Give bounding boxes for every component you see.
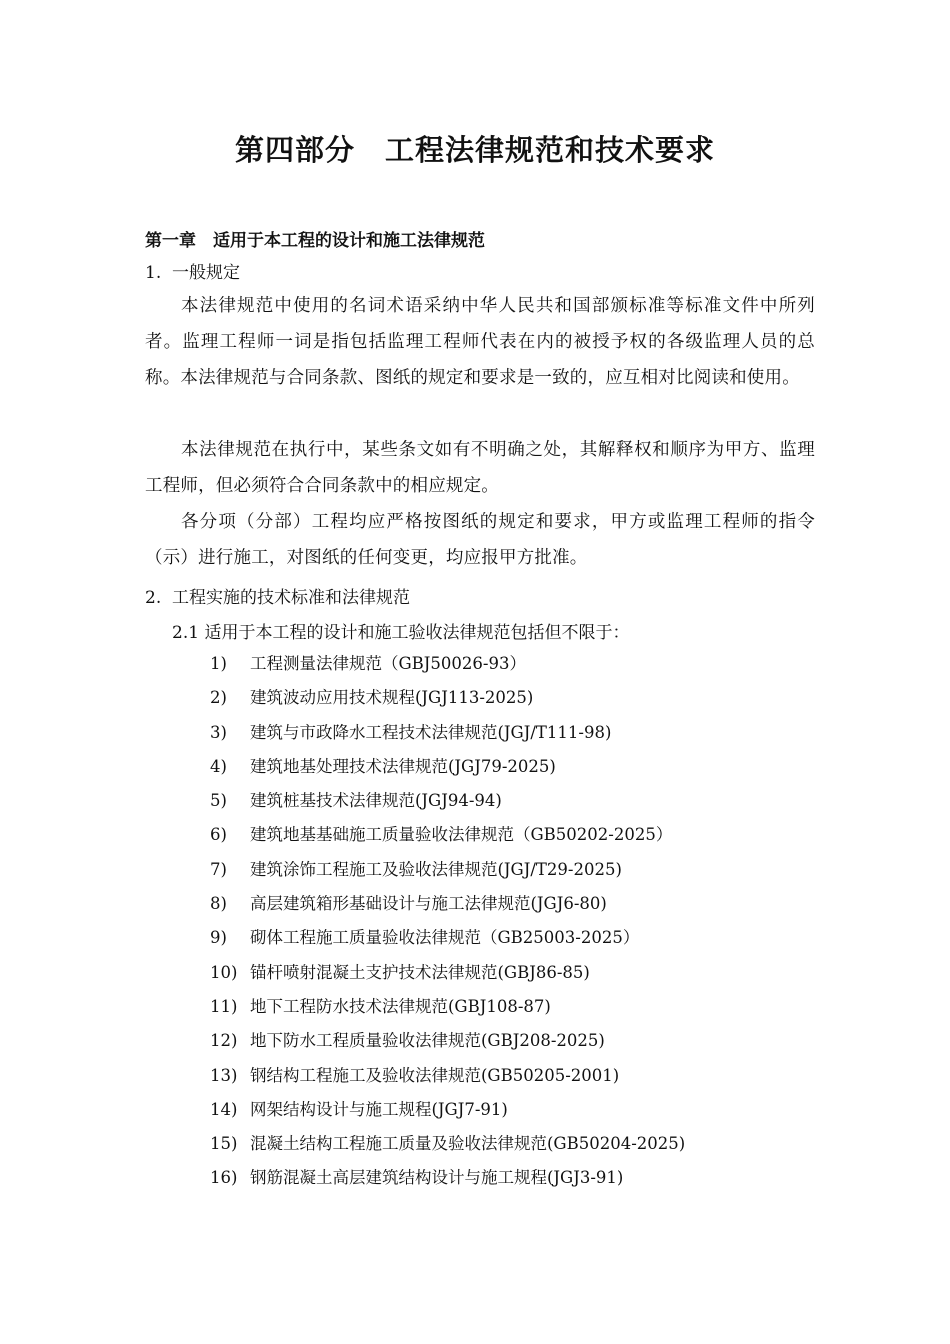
list-item: [210, 684, 685, 718]
list-item-text: 地下工程防水技术法律规范(GBJ108-87): [250, 996, 551, 1016]
list-item-number: 13): [210, 1065, 238, 1085]
list-item: [210, 650, 685, 684]
list-item-text: 钢结构工程施工及验收法律规范(GB50205-2001): [250, 1065, 620, 1085]
list-item-text: 建筑地基处理技术法律规范(JGJ79-2025): [250, 756, 556, 776]
list-item: [210, 959, 685, 993]
list-item-text: 砌体工程施工质量验收法律规范（GB25003-2025）: [250, 928, 640, 948]
list-item-number: 1): [210, 654, 227, 673]
standards-list: [210, 650, 685, 1199]
list-item-number: 12): [210, 1031, 238, 1051]
paragraph-construction: 各分项（分部）工程均应严格按图纸的规定和要求，甲方或监理工程师的指令（示）进行施工，对图纸的任何变更，均应报甲方批准。: [145, 512, 815, 568]
list-item-number: 16): [210, 1168, 238, 1188]
list-item-number: 5): [210, 791, 227, 811]
subsection-heading-standards: 2.1 适用于本工程的设计和施工验收法律规范包括但不限于：: [172, 623, 630, 643]
list-item-text: 建筑桩基技术法律规范(JGJ94-94): [250, 791, 502, 811]
list-item-number: 6): [210, 825, 227, 845]
chapter-heading: 第一章 适用于本工程的设计和施工法律规范: [145, 231, 485, 251]
list-item-number: 9): [210, 928, 227, 948]
list-item-number: 8): [210, 894, 227, 914]
list-item: [210, 753, 685, 787]
list-item-text: 钢筋混凝土高层建筑结构设计与施工规程(JGJ3-91): [250, 1168, 624, 1188]
list-item-text: 建筑波动应用技术规程(JGJ113-2025): [250, 688, 534, 708]
section-heading-general: 1. 一般规定: [145, 263, 241, 283]
list-item: [210, 719, 685, 753]
list-item-number: 15): [210, 1134, 238, 1154]
list-item-number: 14): [210, 1099, 238, 1119]
list-item: [210, 1062, 685, 1096]
list-item: [210, 924, 685, 958]
list-item-text: 建筑与市政降水工程技术法律规范(JGJ/T111-98): [250, 722, 612, 742]
list-item-text: 地下防水工程质量验收法律规范(GBJ208-2025): [250, 1031, 605, 1051]
list-item: [210, 993, 685, 1027]
list-item: [210, 856, 685, 890]
section-heading-standards: 2. 工程实施的技术标准和法律规范: [145, 588, 411, 608]
list-item-number: 4): [210, 756, 227, 776]
list-item: [210, 1027, 685, 1061]
list-item-text: 建筑涂饰工程施工及验收法律规范(JGJ/T29-2025): [250, 859, 622, 879]
list-item-text: 锚杆喷射混凝土支护技术法律规范(GBJ86-85): [250, 962, 590, 982]
list-item-text: 高层建筑箱形基础设计与施工法律规范(JGJ6-80): [250, 894, 607, 914]
list-item: [210, 1164, 685, 1198]
list-item-text: 工程测量法律规范（GBJ50026-93）: [250, 654, 526, 673]
list-item-number: 2): [210, 688, 227, 708]
paragraph-interpretation: 本法律规范在执行中，某些条文如有不明确之处，其解释权和顺序为甲方、监理工程师，但必须符合合同条款中的相应规定。: [145, 440, 815, 496]
list-item-number: 10): [210, 962, 238, 982]
list-item-number: 11): [210, 996, 238, 1016]
list-item-text: 网架结构设计与施工规程(JGJ7-91): [250, 1099, 508, 1119]
list-item: [210, 821, 685, 855]
list-item-number: 3): [210, 722, 227, 742]
page-title: 第四部分 工程法律规范和技术要求: [234, 133, 715, 167]
list-item: [210, 1130, 685, 1164]
list-item-number: 7): [210, 859, 227, 879]
list-item-text: 混凝土结构工程施工质量及验收法律规范(GB50204-2025): [250, 1134, 686, 1154]
list-item: [210, 890, 685, 924]
list-item: [210, 1096, 685, 1130]
list-item: [210, 787, 685, 821]
paragraph-terms: 本法律规范中使用的名词术语采纳中华人民共和国部颁标准等标准文件中所列者。监理工程师一词是指包括监理工程师代表在内的被授予权的各级监理人员的总称。本法律规范与合同条款、图纸的规定和要求是一致的，应互相对比阅读和使用。: [145, 296, 815, 388]
list-item-text: 建筑地基基础施工质量验收法律规范（GB50202-2025）: [250, 825, 673, 845]
